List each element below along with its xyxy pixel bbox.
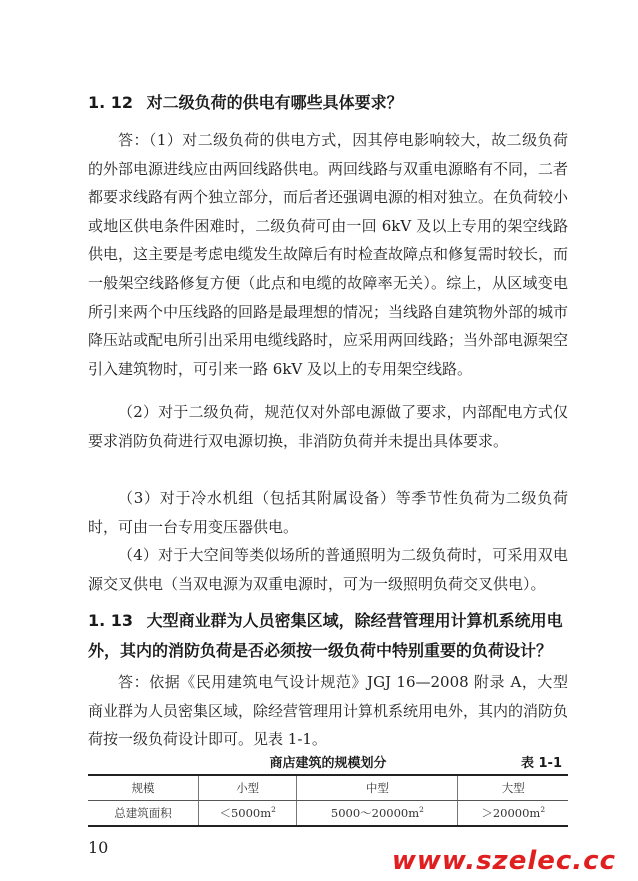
table-row [88, 801, 568, 827]
answer-paragraph-4: （4）对于大空间等类似场所的普通照明为二级负荷时，可采用双电源交叉供电（当双电源为双重电源时，可为一级照明负荷交叉供电）。 [88, 546, 568, 593]
question-heading-1-12 [88, 88, 568, 118]
answer-paragraph-1: 答：（1）对二级负荷的供电方式，因其停电影响较大，故二级负荷的外部电源进线应由两回线路供电。两回线路与双重电源略有不同，二者都要求线路有两个独立部分，而后者还强调电源的相对独立。在负荷较小或地区供电条件困难时，二级负荷可由一回 6kV 及以上专用的架空线路供电，这主要是考虑电缆发生故障后有时检查故障点和修复需时较长，而一般架空线路修复方便（此点和电缆的故障率无关）。综上，从区域变电所引来两个中压线路的回路是最理想的情况；当线路自建筑物外部的城市降压站或配电所引出采用电缆线路时，应采用两回线路；当外部电源架空引入建筑物时，可引来一路 6kV 及以上的专用架空线路。 [88, 131, 569, 378]
table-code: 表 1-1 [520, 756, 562, 771]
table-caption [88, 750, 568, 772]
question-title: 大型商业群为人员密集区域，除经营管理用计算机系统用电外，其内的消防负荷是否必须按一级负荷中特别重要的负荷设计？ [88, 611, 563, 660]
question-number: 1. 13 [88, 611, 134, 630]
question-heading-1-13 [88, 606, 568, 666]
question-number: 1. 12 [88, 93, 134, 112]
table-header-cell: 中型 [297, 775, 458, 801]
answer-paragraph-2: （2）对于二级负荷，规范仅对外部电源做了要求，内部配电方式仅要求消防负荷进行双电源切换，非消防负荷并未提出具体要求。 [88, 403, 568, 450]
answer-paragraph-3: （3）对于冷水机组（包括其附属设备）等季节性负荷为二级负荷时，可由一台专用变压器供电。 [88, 489, 568, 536]
page-number: 10 [88, 838, 109, 857]
question-title: 对二级负荷的供电有哪些具体要求？ [146, 93, 403, 112]
table-cell-medium: $5000\sim 20000m^2$ [297, 801, 458, 827]
site-watermark: www.szelec.cc [391, 846, 616, 876]
answer-paragraph-5: 答：依据《民用建筑电气设计规范》JGJ 16—2008 附录 A，大型商业群为人员密集区域，除经营管理用计算机系统用电外，其内的消防负荷按一级负荷设计即可。见表 1-1。 [88, 673, 569, 749]
table-cell-small: $<5000m^2$ [199, 801, 297, 827]
table-cell-large: $>20000m^2$ [458, 801, 568, 827]
table-title: 商店建筑的规模划分 [269, 756, 387, 771]
table-header-cell: 小型 [199, 775, 297, 801]
table-header-cell: 大型 [458, 775, 568, 801]
table-header-cell: 规模 [88, 775, 199, 801]
table-header-row [88, 775, 568, 801]
table-row-label: 总建筑面积 [88, 801, 199, 827]
store-scale-table [88, 774, 568, 827]
